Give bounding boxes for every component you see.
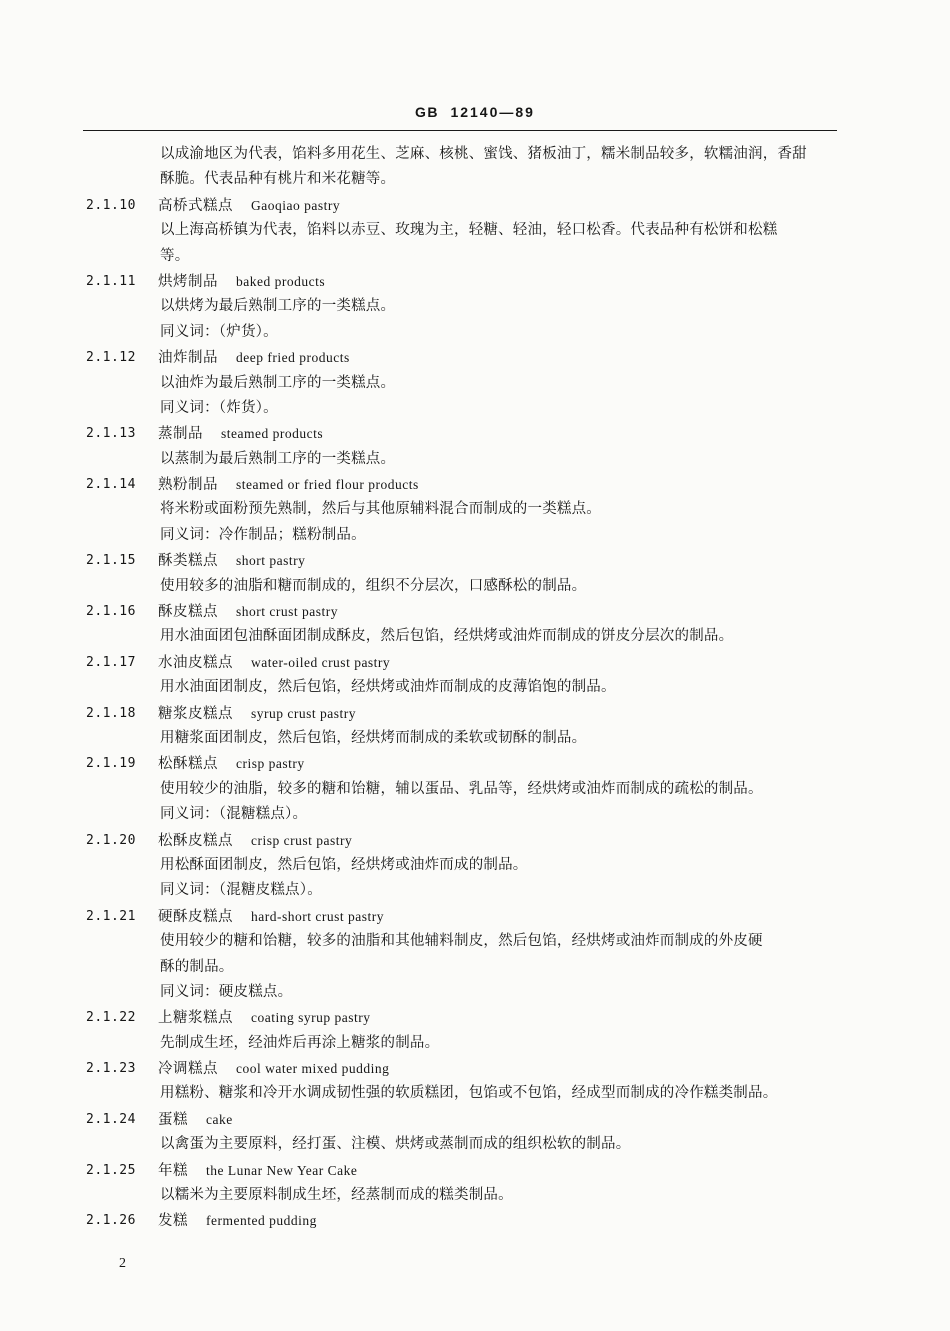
term-entry-heading — [0, 421, 950, 446]
definition-line — [0, 929, 950, 954]
definition-line — [0, 523, 950, 548]
definition-line — [0, 878, 950, 903]
definition-text: 以蒸制为最后熟制工序的一类糕点。 — [160, 450, 396, 467]
definition-line — [0, 294, 950, 319]
term-entry-heading — [0, 193, 950, 218]
term-english: Gaoqiao pastry — [251, 197, 341, 213]
term-entry-heading — [0, 1056, 950, 1081]
term-entry-heading — [0, 828, 950, 853]
term-title — [158, 1107, 233, 1133]
standard-code: GB — [415, 104, 440, 120]
term-chinese: 高桥式糕点 — [158, 197, 233, 214]
definition-line — [0, 955, 950, 980]
clause-number: 2.1.19 — [86, 756, 136, 772]
definition-line — [0, 726, 950, 751]
intro-text: 酥脆。代表品种有桃片和米花糖等。 — [160, 171, 396, 188]
definition-text: 用水油面团制皮，然后包馅，经烘烤或油炸而制成的皮薄馅饱的制品。 — [160, 679, 616, 696]
term-title — [158, 472, 419, 498]
term-entry-heading — [0, 1107, 950, 1132]
page-header — [0, 104, 950, 120]
clause-number: 2.1.17 — [86, 654, 136, 670]
term-title — [158, 650, 390, 676]
term-chinese: 烘烤制品 — [158, 273, 218, 290]
term-title — [158, 1056, 389, 1082]
term-chinese: 硬酥皮糕点 — [158, 908, 233, 925]
term-title — [158, 828, 352, 854]
term-entry-heading — [0, 599, 950, 624]
term-chinese: 松酥糕点 — [158, 756, 218, 773]
term-chinese: 酥皮糕点 — [158, 604, 218, 621]
clause-number: 2.1.16 — [86, 604, 136, 620]
term-title — [158, 1208, 317, 1234]
definition-line — [0, 624, 950, 649]
definition-text: 使用较少的糖和饴糖，较多的油脂和其他辅料制皮，然后包馅，经烘烤或油炸而制成的外皮硬 — [160, 933, 763, 950]
term-entry-heading — [0, 472, 950, 497]
definition-text: 酥的制品。 — [160, 958, 234, 975]
definition-line — [0, 447, 950, 472]
term-chinese: 糖浆皮糕点 — [158, 705, 233, 722]
clause-number: 2.1.14 — [86, 477, 136, 493]
term-chinese: 松酥皮糕点 — [158, 832, 233, 849]
definition-text: 用松酥面团制皮，然后包馅，经烘烤或油炸而成的制品。 — [160, 856, 528, 873]
term-english: short crust pastry — [236, 604, 338, 620]
definition-line — [0, 1132, 950, 1157]
term-english: steamed or fried flour products — [236, 477, 419, 493]
term-english: steamed products — [221, 426, 324, 442]
term-chinese: 蒸制品 — [158, 426, 203, 443]
page-number: 2 — [119, 1256, 126, 1271]
term-title — [158, 701, 356, 727]
term-title — [158, 269, 325, 295]
term-chinese: 水油皮糕点 — [158, 654, 233, 671]
term-chinese: 年糕 — [158, 1162, 188, 1179]
definition-text: 用水油面团包油酥面团制成酥皮，然后包馅，经烘烤或油炸而制成的饼皮分层次的制品。 — [160, 628, 734, 645]
definition-text: 将米粉或面粉预先熟制，然后与其他原辅料混合而制成的一类糕点。 — [160, 501, 601, 518]
definition-line — [0, 320, 950, 345]
definition-line — [0, 1081, 950, 1106]
term-title — [158, 599, 338, 625]
clause-number: 2.1.22 — [86, 1010, 136, 1026]
intro-line — [0, 167, 950, 192]
term-english: deep fried products — [236, 350, 350, 366]
term-english: baked products — [236, 273, 326, 289]
definition-line — [0, 980, 950, 1005]
definition-text: 以油炸为最后熟制工序的一类糕点。 — [160, 374, 396, 391]
clause-number: 2.1.24 — [86, 1111, 136, 1127]
definition-line — [0, 853, 950, 878]
term-english: cool water mixed pudding — [236, 1061, 390, 1077]
term-entry-heading — [0, 1005, 950, 1030]
definition-text: 先制成生坯，经油炸后再涂上糖浆的制品。 — [160, 1034, 440, 1051]
definition-line — [0, 497, 950, 522]
clause-number: 2.1.21 — [86, 908, 136, 924]
definition-line — [0, 396, 950, 421]
term-entry-heading — [0, 701, 950, 726]
document-body — [0, 142, 950, 1234]
clause-number: 2.1.23 — [86, 1061, 136, 1077]
definition-line — [0, 777, 950, 802]
term-entry-heading — [0, 345, 950, 370]
term-entry-heading — [0, 1158, 950, 1183]
intro-line — [0, 142, 950, 167]
term-title — [158, 1158, 357, 1184]
term-chinese: 酥类糕点 — [158, 553, 218, 570]
term-entry-heading — [0, 751, 950, 776]
term-entry-heading — [0, 1208, 950, 1233]
term-english: crisp pastry — [236, 756, 305, 772]
term-chinese: 上糖浆糕点 — [158, 1010, 233, 1027]
definition-line — [0, 244, 950, 269]
definition-text: 使用较少的油脂，较多的糖和饴糖，辅以蛋品、乳品等，经烘烤或油炸而制成的疏松的制品。 — [160, 780, 763, 797]
term-english: coating syrup pastry — [251, 1010, 371, 1026]
definition-line — [0, 1183, 950, 1208]
term-english: water-oiled crust pastry — [251, 654, 391, 670]
term-english: crisp crust pastry — [251, 832, 353, 848]
term-title — [158, 193, 340, 219]
clause-number: 2.1.15 — [86, 553, 136, 569]
term-chinese: 油炸制品 — [158, 350, 218, 367]
definition-text: 同义词：硬皮糕点。 — [160, 983, 293, 1000]
term-chinese: 熟粉制品 — [158, 477, 218, 494]
clause-number: 2.1.11 — [86, 273, 136, 289]
definition-line — [0, 218, 950, 243]
definition-text: 以禽蛋为主要原料，经打蛋、注模、烘烤或蒸制而成的组织松软的制品。 — [160, 1136, 631, 1153]
definition-text: 等。 — [160, 247, 190, 264]
definition-text: 同义词：（混糖皮糕点）。 — [160, 882, 322, 899]
term-english: syrup crust pastry — [251, 705, 356, 721]
clause-number: 2.1.18 — [86, 705, 136, 721]
term-english: cake — [206, 1111, 233, 1127]
definition-text: 以上海高桥镇为代表，馅料以赤豆、玫瑰为主，轻糖、轻油，轻口松香。代表品种有松饼和松糕 — [160, 222, 778, 239]
term-english: hard-short crust pastry — [251, 908, 384, 924]
term-title — [158, 751, 305, 777]
definition-text: 同义词：（炉货）。 — [160, 323, 278, 340]
term-english: fermented pudding — [206, 1213, 317, 1229]
clause-number: 2.1.20 — [86, 832, 136, 848]
term-chinese: 冷调糕点 — [158, 1061, 218, 1078]
term-title — [158, 904, 384, 930]
definition-text: 以糯米为主要原料制成生坯，经蒸制而成的糕类制品。 — [160, 1187, 513, 1204]
header-rule — [83, 130, 837, 131]
clause-number: 2.1.13 — [86, 426, 136, 442]
term-title — [158, 1005, 370, 1031]
definition-text: 用糕粉、糖浆和冷开水调成韧性强的软质糕团，包馅或不包馅，经成型而制成的冷作糕类制品。 — [160, 1085, 778, 1102]
definition-text: 同义词：（混糖糕点）。 — [160, 806, 308, 823]
intro-text: 以成渝地区为代表，馅料多用花生、芝麻、核桃、蜜饯、猪板油丁，糯米制品较多，软糯油润，香甜 — [160, 146, 807, 162]
term-title — [158, 421, 323, 447]
clause-number: 2.1.26 — [86, 1213, 136, 1229]
term-entry-heading — [0, 904, 950, 929]
clause-number: 2.1.10 — [86, 197, 136, 213]
definition-text: 同义词：（炸货）。 — [160, 399, 278, 416]
definition-text: 同义词：冷作制品；糕粉制品。 — [160, 526, 366, 543]
term-english: short pastry — [236, 553, 306, 569]
term-entry-heading — [0, 269, 950, 294]
term-title — [158, 345, 350, 371]
term-entry-heading — [0, 650, 950, 675]
definition-text: 使用较多的油脂和糖而制成的，组织不分层次，口感酥松的制品。 — [160, 577, 587, 594]
clause-number: 2.1.12 — [86, 350, 136, 366]
definition-line — [0, 574, 950, 599]
standard-number: 12140—89 — [450, 104, 535, 120]
term-chinese: 发糕 — [158, 1213, 188, 1230]
term-title — [158, 548, 305, 574]
definition-line — [0, 371, 950, 396]
clause-number: 2.1.25 — [86, 1162, 136, 1178]
definition-text: 以烘烤为最后熟制工序的一类糕点。 — [160, 298, 396, 315]
definition-line — [0, 675, 950, 700]
definition-text: 用糖浆面团制皮，然后包馅，经烘烤而制成的柔软或韧酥的制品。 — [160, 729, 587, 746]
definition-line — [0, 802, 950, 827]
term-english: the Lunar New Year Cake — [206, 1162, 358, 1178]
term-entry-heading — [0, 548, 950, 573]
definition-line — [0, 1031, 950, 1056]
term-chinese: 蛋糕 — [158, 1111, 188, 1128]
term-entries — [0, 193, 950, 1234]
